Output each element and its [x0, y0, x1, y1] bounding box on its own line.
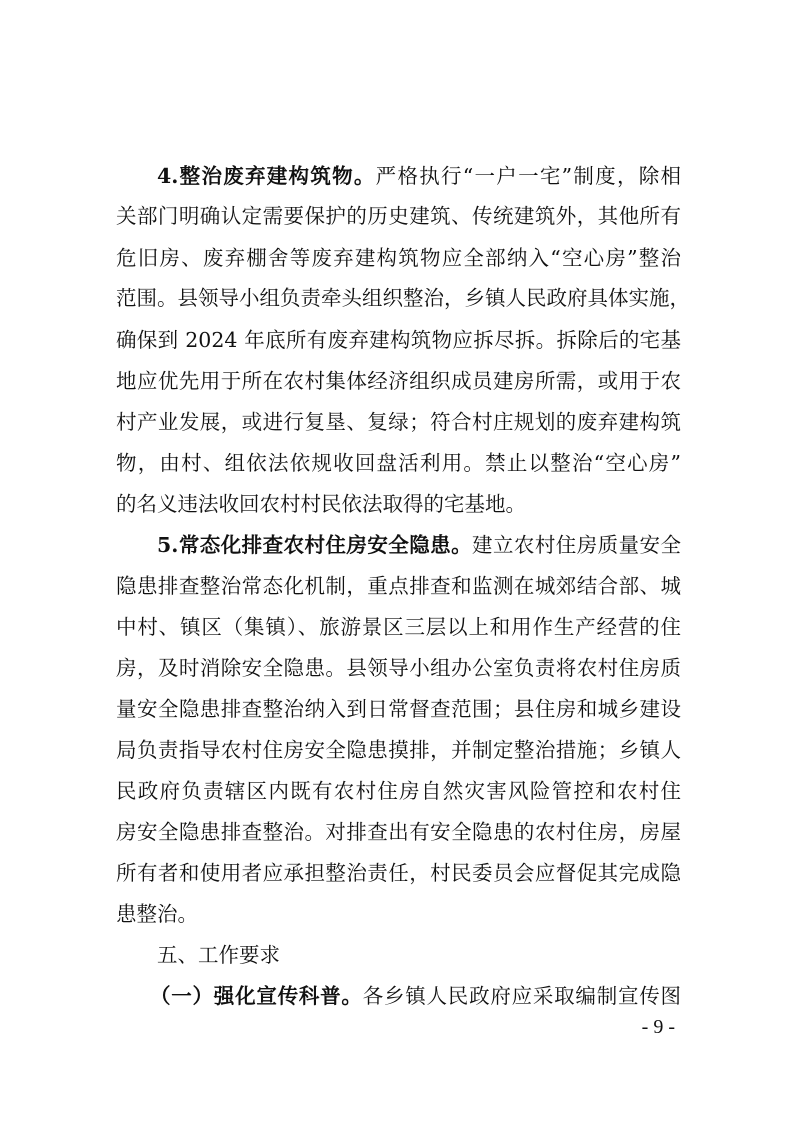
item4-line-3: 危旧房、废弃棚舍等废弃建构筑物应全部纳入“空心房”整治 — [116, 246, 681, 270]
subsection1-text: 各乡镇人民政府应采取编制宣传图 — [362, 984, 682, 1008]
item5-line-7: 民政府负责辖区内既有农村住房自然灾害风险管控和农村住 — [116, 779, 681, 803]
item4-line-9: 的名义违法收回农村村民依法取得的宅基地。 — [116, 492, 526, 516]
subsection1-lead: （一）强化宣传科普。 — [150, 984, 363, 1008]
item5-lead: 5.常态化排查农村住房安全隐患。 — [157, 533, 473, 557]
section-heading: 五、工作要求 — [157, 943, 280, 967]
item4-lead: 4.整治废弃建构筑物。 — [157, 164, 376, 188]
item4-line-6: 地应优先用于所在农村集体经济组织成员建房所需，或用于农 — [116, 369, 681, 393]
item5-line-2: 隐患排查整治常态化机制，重点排查和监测在城郊结合部、城 — [116, 574, 681, 598]
item5-line-1 — [157, 525, 681, 565]
item5-text-1: 建立农村住房质量安全 — [472, 533, 682, 557]
page-number: - 9 - — [641, 1016, 675, 1038]
item4-line-4: 范围。县领导小组负责牵头组织整治，乡镇人民政府具体实施， — [116, 286, 690, 310]
item4-line-2: 关部门明确认定需要保护的历史建筑、传统建筑外，其他所有 — [116, 204, 681, 228]
item5-line-4: 房，及时消除安全隐患。县领导小组办公室负责将农村住房质 — [116, 656, 681, 680]
item5-line-9: 所有者和使用者应承担整治责任，村民委员会应督促其完成隐 — [116, 861, 681, 885]
item4-text-1: 严格执行“一户一宅”制度，除相 — [375, 164, 681, 188]
item5-line-6: 局负责指导农村住房安全隐患摸排，并制定整治措施；乡镇人 — [116, 738, 681, 762]
item4-line-7: 村产业发展，或进行复垦、复绿；符合村庄规划的废弃建构筑 — [116, 410, 681, 434]
item5-line-5: 量安全隐患排查整治纳入到日常督查范围；县住房和城乡建设 — [116, 697, 681, 721]
subsection1-line-1 — [150, 976, 681, 1016]
item4-line-8: 物，由村、组依法依规收回盘活利用。禁止以整治“空心房” — [116, 451, 681, 475]
item4-line-5: 确保到 2024 年底所有废弃建构筑物应拆尽拆。拆除后的宅基 — [116, 328, 681, 352]
item5-line-8: 房安全隐患排查整治。对排查出有安全隐患的农村住房，房屋 — [116, 820, 681, 844]
item4-line-1 — [157, 156, 681, 196]
item5-line-3: 中村、镇区（集镇）、旅游景区三层以上和用作生产经营的住 — [116, 615, 681, 639]
item5-line-10: 患整治。 — [116, 902, 198, 926]
